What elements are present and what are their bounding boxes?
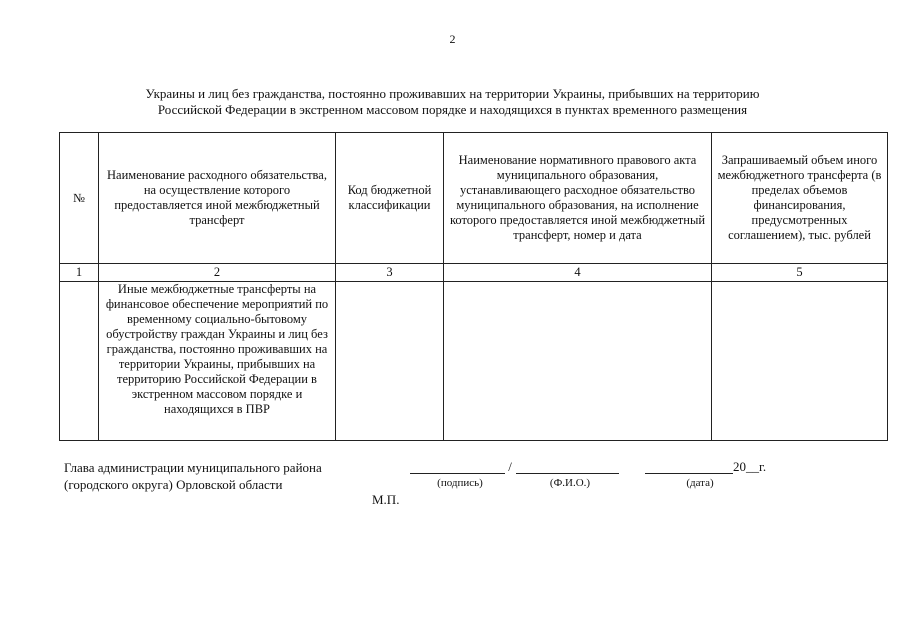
column-number: 4 — [444, 264, 712, 282]
heading-line-1: Украины и лиц без гражданства, постоянно проживавших на территории Украины, прибывших на территорию — [145, 86, 760, 101]
signature-separator: / — [508, 459, 512, 474]
transfer-request-table — [59, 132, 888, 441]
column-number: 3 — [336, 264, 444, 282]
date-caption: (дата) — [686, 477, 714, 489]
row-description-cell: Иные межбюджетные трансферты на финансовое обеспечение мероприятий по временному социально-бытовому обустройству граждан Украины и лиц без гражданства, постоянно проживавших на территории Украины, прибывших на территорию Российской Федерации в экстренном массовом порядке и находящихся в ПВР — [99, 282, 336, 441]
year-text: 20__г. — [733, 459, 767, 474]
name-line — [516, 459, 619, 474]
signature-caption: (подпись) — [437, 477, 483, 489]
table-header-row — [60, 133, 888, 264]
header-number: № — [60, 133, 99, 264]
row-act-cell — [444, 282, 712, 441]
column-number: 1 — [60, 264, 99, 282]
column-number: 5 — [712, 264, 888, 282]
name-caption: (Ф.И.О.) — [549, 477, 591, 489]
row-code-cell — [336, 282, 444, 441]
header-requested-amount: Запрашиваемый объем иного межбюджетного трансферта (в пределах объемов финансирования, предусмотренных соглашением), тыс. рублей — [712, 133, 888, 264]
table-row — [60, 282, 888, 441]
signatory-title — [64, 459, 322, 493]
signature-line — [410, 459, 505, 474]
signatory-title-line-2: (городского округа) Орловской области — [64, 477, 283, 492]
column-number-row — [60, 264, 888, 282]
document-heading — [40, 86, 865, 118]
row-number-cell — [60, 282, 99, 441]
row-amount-cell — [712, 282, 888, 441]
header-budget-code: Код бюджетной классификации — [336, 133, 444, 264]
signatory-title-line-1: Глава администрации муниципального района — [64, 460, 322, 475]
date-line — [645, 459, 733, 474]
seal-label: М.П. — [372, 492, 400, 507]
header-obligation-name: Наименование расходного обязательства, на осуществление которого предоставляется иной межбюджетный трансферт — [99, 133, 336, 264]
column-number: 2 — [99, 264, 336, 282]
header-legal-act: Наименование нормативного правового акта муниципального образования, устанавливающего расходное обязательство муниципального образования, на исполнение которого предоставляется иной межбюджетный трансферт, номер и дата — [444, 133, 712, 264]
page-number: 2 — [449, 32, 456, 46]
heading-line-2: Российской Федерации в экстренном массовом порядке и находящихся в пунктах временного размещения — [157, 102, 748, 117]
